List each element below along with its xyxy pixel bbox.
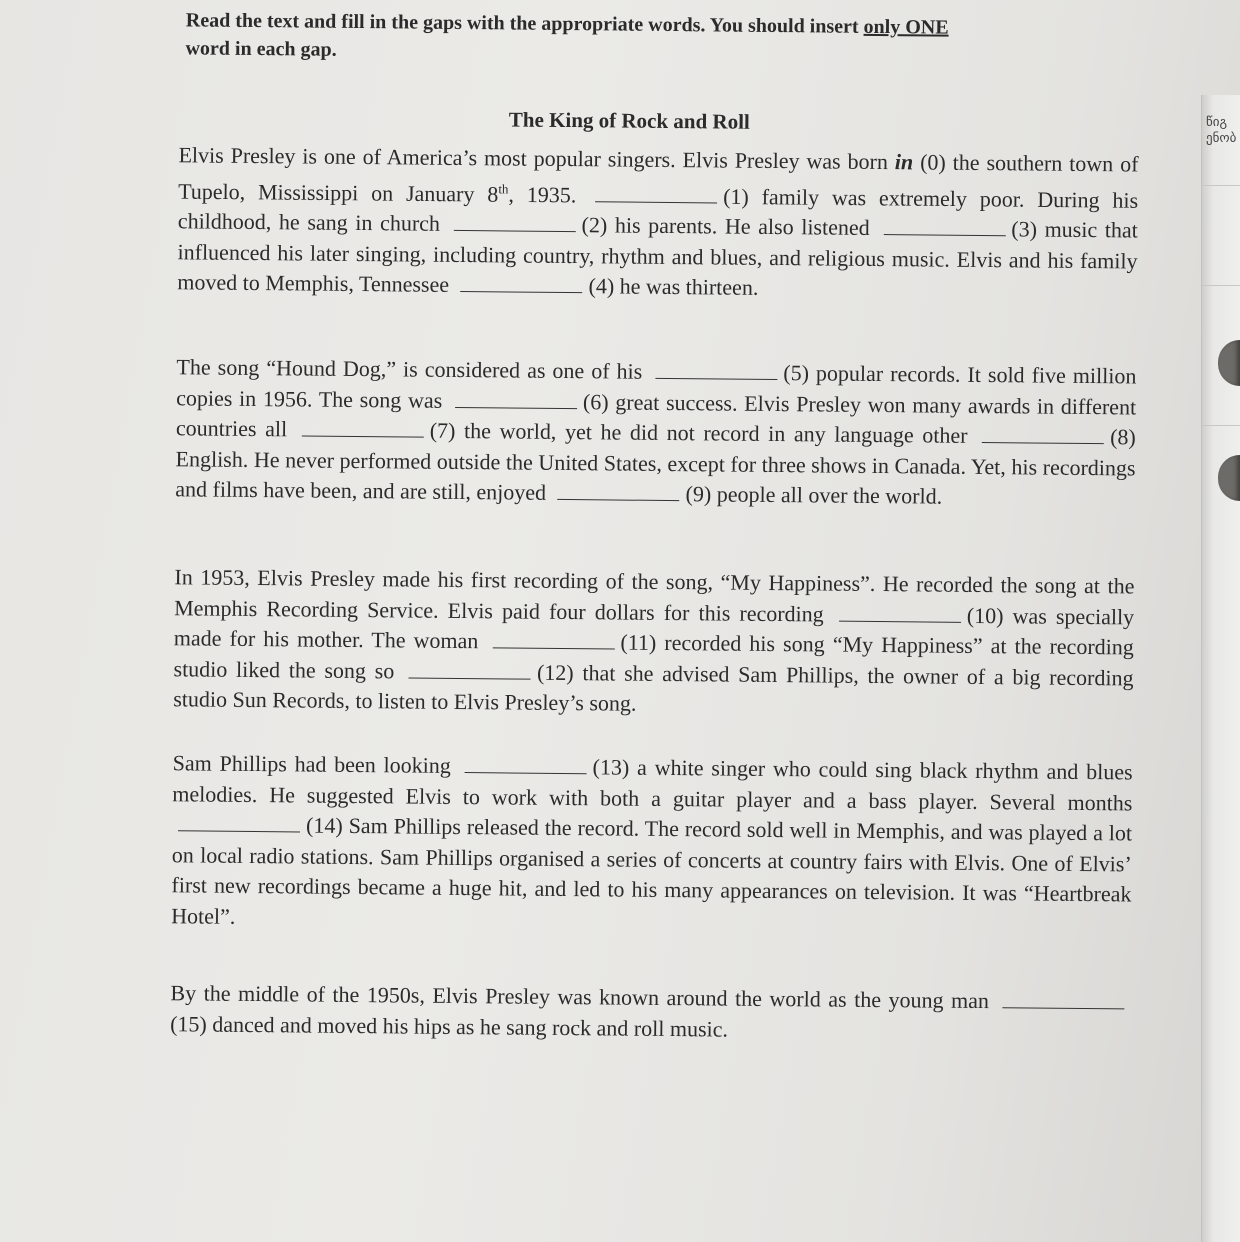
gap-number: (2) [581, 212, 608, 238]
paragraph-3 [173, 562, 1134, 724]
gap-number: (6) [582, 388, 609, 414]
gap-number: (12) [536, 659, 574, 685]
text-segment: people all over the world. [711, 481, 943, 509]
blank-line[interactable] [492, 631, 614, 649]
gap-number: (4) [588, 273, 615, 299]
text-segment: family was extremely poor. During his childhood, he sang in church [177, 183, 1139, 237]
blank-line[interactable] [839, 604, 961, 622]
page-title: The King of Rock and Roll [508, 107, 750, 134]
ruled-line [1202, 285, 1240, 286]
gap-number: (15) [170, 1010, 207, 1037]
adjacent-page-text: წიგ ენობ [1206, 115, 1237, 146]
ruled-line [1202, 425, 1240, 426]
text-segment: By the middle of the 1950s, Elvis Presley was known around the world as the young man [170, 980, 997, 1014]
text-segment: a white singer who could sing black rhythm and blues melodies. He suggested Elvis to work with both a guitar player and a bass player. Several months [172, 754, 1133, 815]
text-segment: , 1935. [508, 181, 590, 208]
blank-line[interactable] [455, 390, 577, 408]
blank-line[interactable] [461, 275, 583, 293]
gap-number: (11) [620, 629, 657, 655]
ruled-line [1202, 185, 1240, 186]
text-segment: great success. Elvis Presley won many awards in different countries all [175, 388, 1137, 442]
blank-line[interactable] [178, 814, 300, 832]
adjacent-page [1201, 95, 1240, 1242]
blank-line[interactable] [302, 419, 424, 437]
gap-number: (13) [592, 754, 630, 780]
text-segment: Sam Phillips released the record. The record sold well in Memphis, and was played a lot on local radio stations. Sam Phillips organised a series of concerts at country fairs with Elvis. One of Elvis’ first new recordings became a huge hit, and led to his many appearances on television. It was “Heartbreak Hotel”. [171, 812, 1133, 929]
example-answer: in [894, 149, 914, 175]
blank-line[interactable] [454, 214, 576, 232]
gap-number: (8) [1110, 424, 1136, 450]
text-segment: In 1953, Elvis Presley made his first recording of the song, “My Happiness”. He recorded the song at the Memphis Recording Service. Elvis paid four dollars for this recording [174, 564, 1135, 627]
paragraph-5 [170, 978, 1131, 1048]
instructions-text: Read the text and fill in the gaps with the appropriate words. You should insert [185, 9, 859, 38]
text-segment: The song “Hound Dog,” is considered as one of his [176, 354, 650, 384]
text-segment: the world, yet he did not record in any language other [455, 417, 977, 448]
gap-number: (14) [305, 812, 343, 838]
paragraph-2 [175, 352, 1136, 514]
gap-number: (7) [429, 417, 456, 443]
text-segment: he was thirteen. [614, 273, 759, 301]
blank-line[interactable] [982, 426, 1104, 444]
text-segment: English. He never performed outside the United States, except for three shows in Canada. Yet, his recordings and films have been, and are still, enjoyed [175, 445, 1136, 505]
paragraph-1 [177, 140, 1138, 307]
text-segment: recorded his song “My Happiness” at the recording studio liked the song so [173, 629, 1134, 683]
gap-number: (5) [783, 360, 810, 386]
text-segment: Elvis Presley is one of America’s most popular singers. Elvis Presley was born [178, 142, 895, 175]
blank-line[interactable] [595, 185, 717, 203]
blank-line[interactable] [883, 218, 1005, 236]
instructions-underlined: only ONE [863, 15, 949, 39]
blank-line[interactable] [655, 362, 777, 380]
gap-number: (1) [723, 183, 749, 209]
text-segment: popular records. It sold five million copies in 1956. The song was [176, 360, 1137, 413]
text-segment: was specially made for his mother. The woman [173, 602, 1135, 654]
text-segment: his parents. He also listened [607, 212, 878, 241]
text-segment: (0) the southern town of Tupelo, Mississippi on January 8 [178, 149, 1139, 207]
superscript: th [498, 180, 509, 196]
instructions-text-2: word in each gap. [185, 37, 337, 61]
gap-number: (3) [1011, 216, 1038, 242]
blank-line[interactable] [558, 483, 680, 501]
text-segment: music that influenced his later singing, including country, rhythm and blues, and religious music. Elvis and his family moved to Memphis, Tennessee [177, 216, 1138, 298]
text-segment: danced and moved his hips as he sang rock and roll music. [206, 1011, 729, 1042]
paragraph-4 [171, 748, 1133, 940]
instructions [185, 6, 1065, 70]
blank-line[interactable] [1002, 991, 1124, 1009]
blank-line[interactable] [409, 661, 531, 679]
text-segment: Sam Phillips had been looking [172, 750, 459, 778]
gap-number: (10) [966, 602, 1004, 628]
text-segment: that she advised Sam Phillips, the owner of a big recording studio Sun Records, to listen to Elvis Presley’s song. [173, 659, 1134, 716]
blank-line[interactable] [465, 756, 587, 774]
gap-number: (9) [685, 481, 712, 507]
